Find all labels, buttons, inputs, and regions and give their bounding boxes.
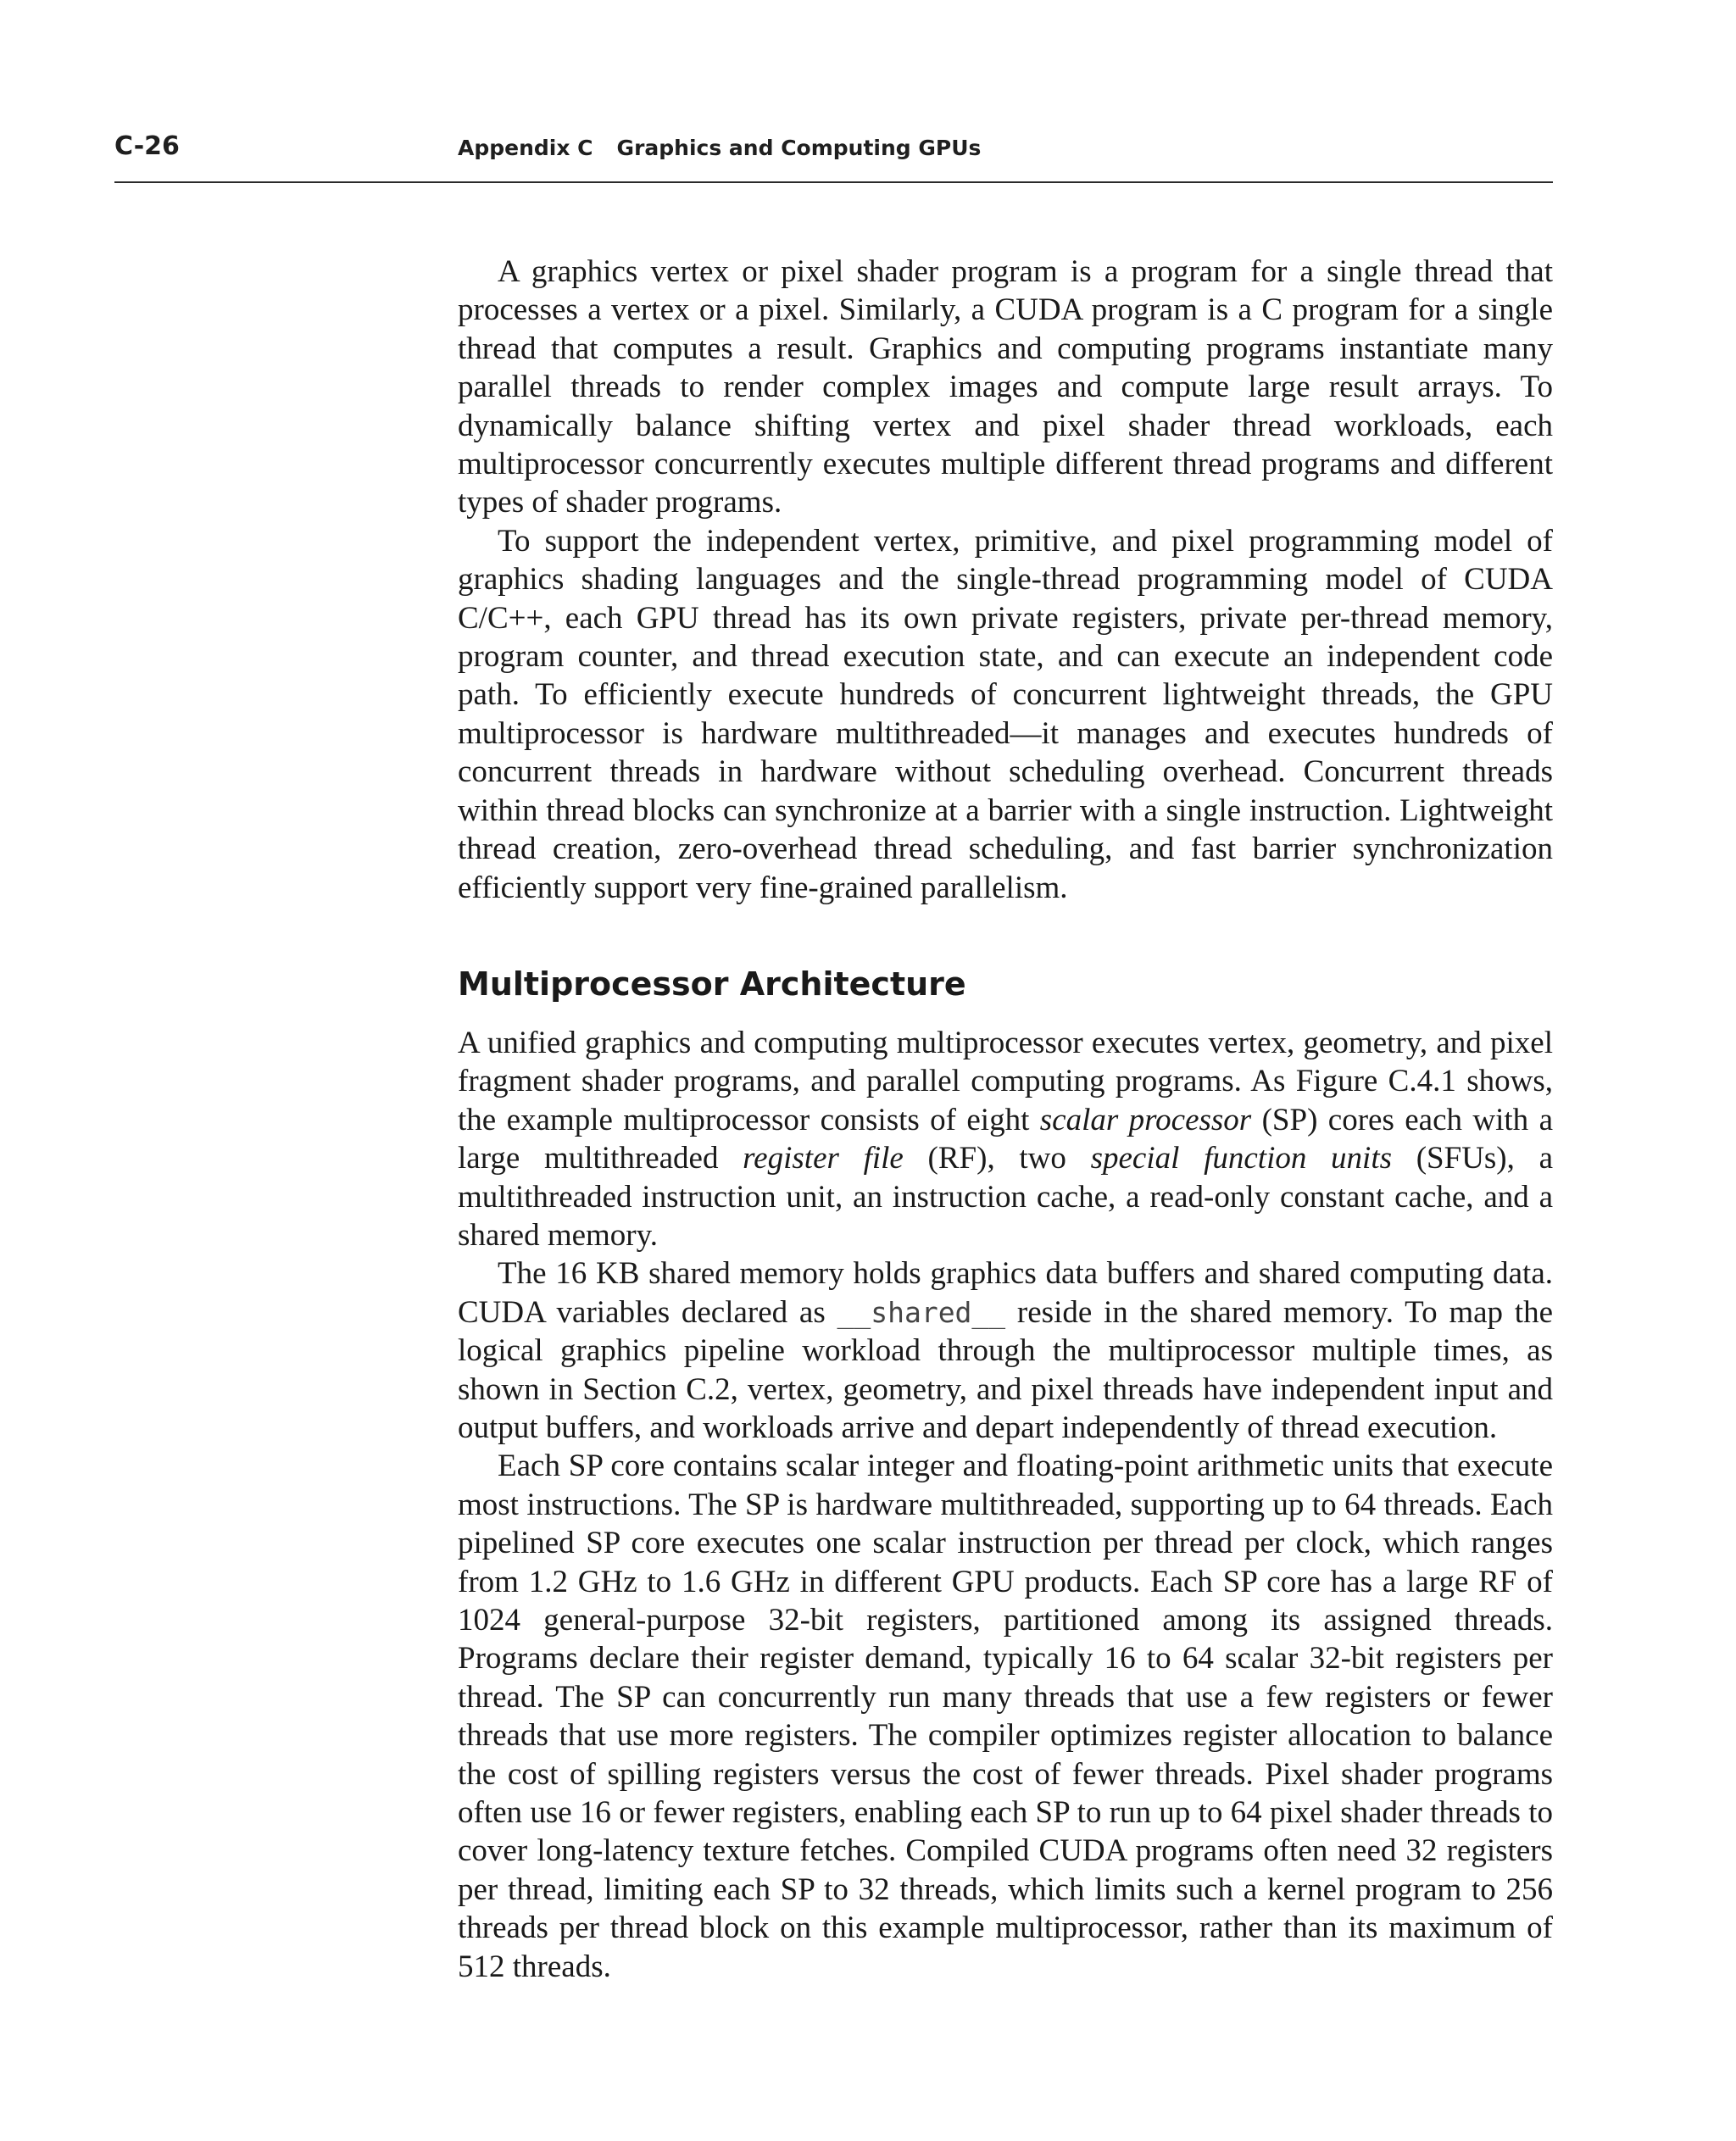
term-register-file: register file — [743, 1141, 904, 1176]
paragraph-shader-programs: A graphics vertex or pixel shader program is a program for a single thread that processes a vertex or a pixel. Similarly, a CUDA program is a C program for a single thread that computes a result. Graphics and computing programs instantiate many parallel threads to render complex images and compute large result arrays. To dynamically balance shifting vertex and pixel shader thread workloads, each multiprocessor concurrently executes multiple different thread programs and different types of shader programs. — [458, 254, 1553, 520]
term-scalar-processor: scalar processor — [1039, 1102, 1252, 1137]
running-head — [458, 136, 981, 160]
page-body — [458, 253, 1553, 1986]
paragraph-unified-multiprocessor — [458, 1024, 1553, 1254]
section-heading: Multiprocessor Architecture — [458, 965, 966, 1003]
text-run: (SP) cores each with a large multithreaded — [458, 1102, 1553, 1176]
paragraph-shared-memory — [458, 1254, 1553, 1447]
text-run: The 16 KB shared memory holds graphics data buffers and shared computing data. CUDA variables declared as — [458, 1256, 1553, 1330]
appendix-label: Appendix C — [458, 136, 593, 160]
paragraph-sp-core: Each SP core contains scalar integer and floating-point arithmetic units that execute most instructions. The SP is hardware multithreaded, supporting up to 64 threads. Each pipelined SP core executes one scalar instruction per thread per clock, which ranges from 1.2 GHz to 1.6 GHz in different GPU products. Each SP core has a large RF of 1024 general-purpose 32-bit registers, partitioned among its assigned threads. Programs declare their register demand, typically 16 to 64 scalar 32-bit registers per thread. The SP can concurrently run many threads that use a few registers or fewer threads that use more registers. The compiler optimizes register allocation to balance the cost of spilling registers versus the cost of fewer threads. Pixel shader programs often use 16 or fewer registers, enabling each SP to run up to 64 pixel shader threads to cover long-latency texture fetches. Compiled CUDA programs often need 32 registers per thread, limiting each SP to 32 threads, which limits such a kernel program to 256 threads per thread block on this example multiprocessor, rather than its maximum of 512 threads. — [458, 1449, 1553, 1984]
paragraph-thread-model: To support the independent vertex, primitive, and pixel programming model of graphics shading languages and the single-thread programming model of CUDA C/C++, each GPU thread has its own private registers, private per-thread memory, program counter, and thread execution state, and can execute an independent code path. To efficiently execute hundreds of concurrent lightweight threads, the GPU multiprocessor is hardware multithreaded—it manages and executes hundreds of concurrent threads in hardware without scheduling overhead. Concurrent threads within thread blocks can synchronize at a barrier with a single instruction. Lightweight thread creation, zero-overhead thread scheduling, and fast barrier synchronization efficiently support very fine-grained parallelism. — [458, 523, 1553, 905]
text-run: reside in the shared memory. To map the logical graphics pipeline workload through the multiprocessor multiple times, as shown in Section C.2, vertex, geometry, and pixel threads have independent input and output buffers, and workloads arrive and depart independently of thread execution. — [458, 1294, 1553, 1445]
text-run: (RF), two — [903, 1141, 1091, 1176]
term-special-function-units: special function units — [1090, 1141, 1393, 1176]
text-run: (SFUs), a multithreaded instruction unit, an instruction cache, a read-only constant cache, and a shared memory. — [458, 1141, 1553, 1253]
page-number: C-26 — [114, 131, 180, 161]
chapter-title: Graphics and Computing GPUs — [616, 136, 982, 160]
code-shared-keyword: __shared__ — [837, 1295, 1006, 1329]
page-header — [114, 129, 1553, 183]
text-run: A unified graphics and computing multiprocessor executes vertex, geometry, and pixel fragment shader programs, and parallel computing programs. As Figure C.4.1 shows, the example multiprocessor consists of eight — [458, 1025, 1553, 1137]
